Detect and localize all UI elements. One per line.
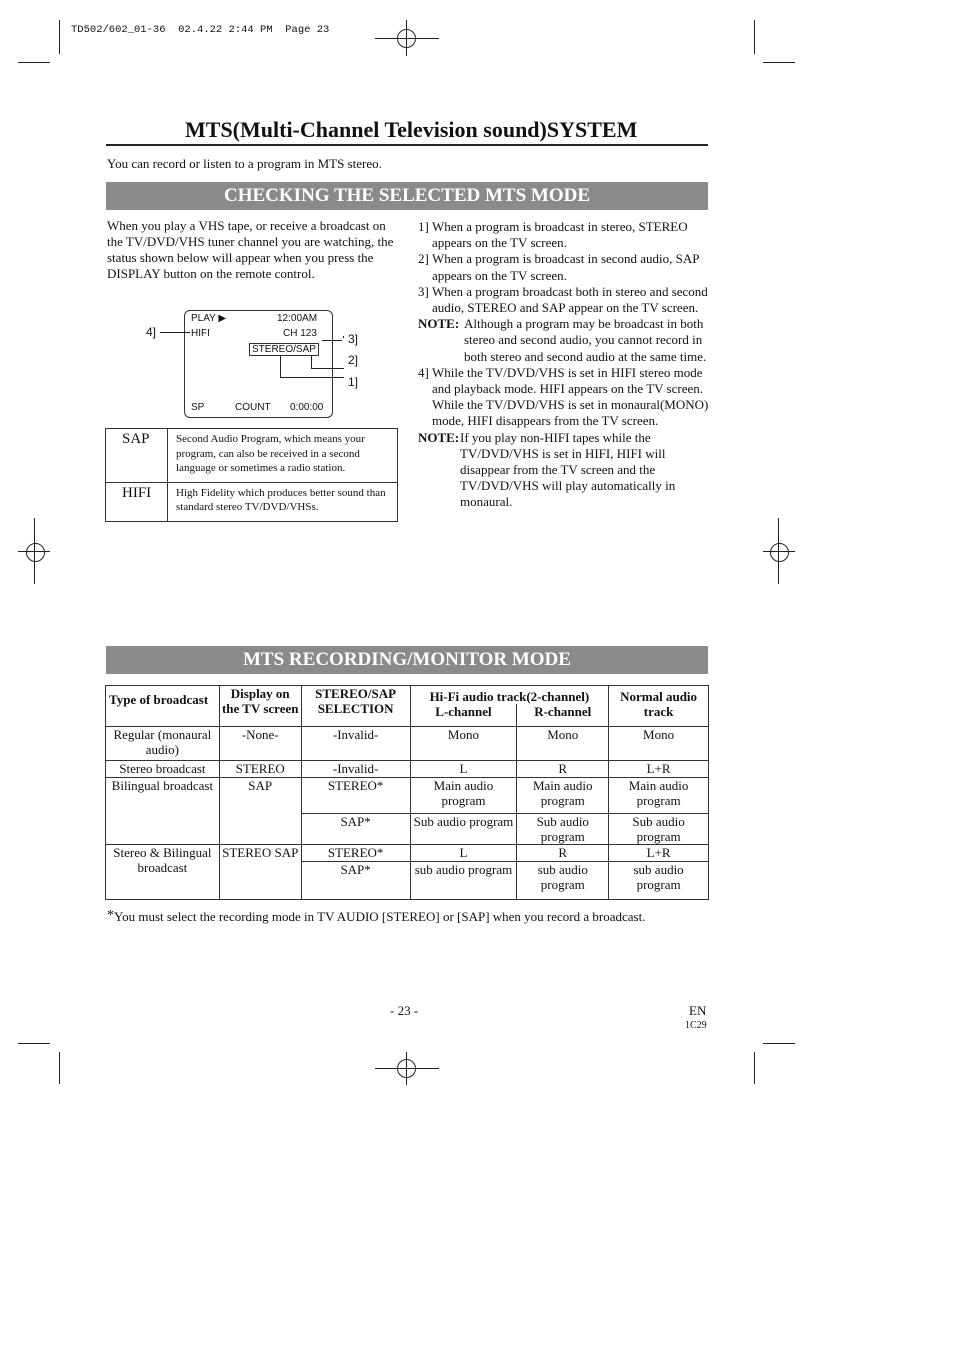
- list-item: 2] When a program is broadcast in second audio, SAP appears on the TV screen.: [418, 251, 700, 283]
- section-heading-checking: CHECKING THE SELECTED MTS MODE: [106, 182, 708, 210]
- document-code: 1C29: [685, 1020, 707, 1031]
- table-row-stereo-bilingual: Stereo & Bilingual broadcast STEREO SAP STEREO* L R L+R: [106, 844, 709, 861]
- table-row-stereo: Stereo broadcast STEREO -Invalid- L R L+R: [106, 760, 709, 777]
- section-heading-recording: MTS RECORDING/MONITOR MODE: [106, 646, 708, 674]
- intro-paragraph: When you play a VHS tape, or receive a broadcast on the TV/DVD/VHS tuner channel you are watching, the status shown below will appear when you press the DISPLAY button on the remote control.: [107, 218, 394, 281]
- crop-mark: [763, 62, 795, 63]
- list-item: 4] While the TV/DVD/VHS is set in HIFI stereo mode and playback mode. HIFI appears on the TV screen. While the TV/DVD/VHS is set in monaural(MONO) mode, HIFI disappears from the TV screen.: [418, 364, 709, 429]
- osd-hifi: HIFI: [191, 328, 210, 339]
- osd-play: PLAY ▶: [191, 313, 227, 324]
- callout-line: [343, 336, 344, 338]
- header-selection: STEREO/SAP SELECTION: [301, 686, 410, 727]
- glossary-term: SAP: [106, 429, 168, 483]
- osd-count-label: COUNT: [235, 402, 271, 413]
- print-slug: TD502/602_01-36 02.4.22 2:44 PM Page 23: [71, 24, 330, 36]
- crop-mark: [754, 20, 755, 54]
- osd-time: 12:00AM: [277, 313, 318, 324]
- intro-text: You can record or listen to a program in MTS stereo.: [107, 156, 382, 171]
- callout-4: 4]: [146, 325, 157, 339]
- footnote: *You must select the recording mode in TV AUDIO [STEREO] or [SAP] when you record a broadcast.: [107, 908, 646, 924]
- crop-mark: [754, 1052, 755, 1084]
- callout-line: [311, 355, 312, 368]
- callout-line: [160, 332, 190, 333]
- crop-mark: [59, 1052, 60, 1084]
- list-item: 1] When a program is broadcast in stereo, STEREO appears on the TV screen.: [418, 219, 688, 251]
- glossary-definition: High Fidelity which produces better sound than standard stereo TV/DVD/VHSs.: [168, 482, 398, 521]
- mts-mode-table: [105, 685, 709, 900]
- header-hifi: Hi-Fi audio track(2-channel): [410, 686, 609, 705]
- header-display: Display on the TV screen: [219, 686, 301, 727]
- glossary-row: [106, 482, 398, 521]
- osd-sp: SP: [191, 402, 205, 413]
- table-row-bilingual-sap: SAP* Sub audio program Sub audio program Sub audio program: [106, 813, 709, 844]
- header-r-channel: R-channel: [517, 704, 609, 726]
- callout-line: [322, 340, 342, 341]
- table-row-bilingual: Bilingual broadcast SAP STEREO* Main audio program Main audio program Main audio program: [106, 777, 709, 813]
- page-number: - 23 -: [390, 1003, 419, 1018]
- crop-mark: [763, 1043, 795, 1044]
- title-rule: [106, 144, 708, 146]
- glossary-row: [106, 429, 398, 483]
- table-row-regular: Regular (monaural audio) -None- -Invalid- Mono Mono Mono: [106, 726, 709, 760]
- callout-3: 3]: [348, 332, 359, 346]
- language-code: EN: [689, 1003, 707, 1018]
- callout-1: 1]: [348, 375, 359, 389]
- header-type: Type of broadcast: [106, 686, 220, 727]
- callout-line: [280, 377, 344, 378]
- osd-counter: 0:00:00: [290, 402, 324, 413]
- page-title: MTS(Multi-Channel Television sound)SYSTEM: [185, 117, 638, 142]
- glossary-definition: Second Audio Program, which means your program, can also be received in a second language or sometimes a radio station.: [168, 429, 398, 483]
- status-explanations: [418, 219, 710, 511]
- note-hifi: NOTE: If you play non-HIFI tapes while the TV/DVD/VHS is set in HIFI, HIFI will disappear from the TV screen and the TV/DVD/VHS will play automatically in monaural.: [418, 429, 676, 510]
- callout-line: [311, 368, 344, 369]
- osd-stereo-sap: STEREO/SAP: [249, 343, 319, 356]
- list-item: 3] When a program broadcast both in stereo and second audio, STEREO and SAP appear on the TV screen.: [418, 283, 708, 316]
- crop-mark: [59, 20, 60, 54]
- crop-mark: [18, 1043, 50, 1044]
- callout-2: 2]: [348, 353, 359, 367]
- glossary-term: HIFI: [106, 482, 168, 521]
- crop-mark: [18, 62, 50, 63]
- table-row-stereo-bilingual-sap: SAP* sub audio program sub audio program sub audio program: [106, 861, 709, 899]
- header-normal: Normal audio track: [609, 686, 709, 727]
- callout-line: [280, 355, 281, 377]
- glossary-table: [105, 428, 398, 522]
- header-l-channel: L-channel: [410, 704, 517, 726]
- osd-channel: CH 123: [283, 328, 317, 339]
- note-recording: NOTE: Although a program may be broadcast in both stereo and second audio, you cannot record in both stereo and second audio at the same time.: [418, 316, 707, 364]
